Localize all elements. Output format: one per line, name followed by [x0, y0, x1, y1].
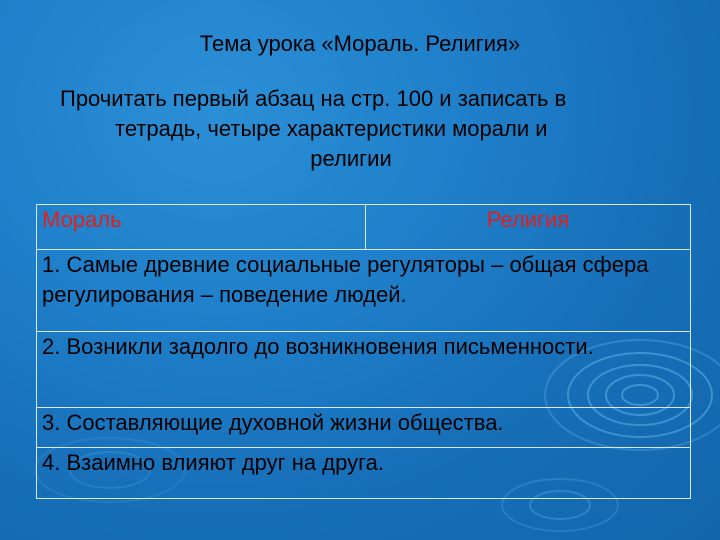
slide-title: Тема урока «Мораль. Религия» [199, 31, 521, 56]
table-cell-characteristic-4: 4. Взаимно влияют друг на друга. [37, 448, 691, 499]
instruction-line-1: Прочитать первый абзац на стр. 100 и записать в [60, 86, 567, 111]
comparison-table [36, 204, 691, 499]
table-cell-characteristic-2: 2. Возникли задолго до возникновения письменности. [37, 332, 691, 408]
table-header-row [37, 205, 691, 250]
header-religion: Религия [366, 205, 691, 250]
table-cell-characteristic-3: 3. Составляющие духовной жизни общества. [37, 408, 691, 448]
table-cell-characteristic-1: 1. Самые древние социальные регуляторы – общая сфера регулирования – поведение людей. [37, 250, 691, 332]
header-moral: Мораль [37, 205, 366, 250]
table-row [37, 332, 691, 408]
instruction-line-2: тетрадь, четыре характеристики морали и [115, 116, 548, 141]
instruction-text [60, 84, 672, 174]
table-row [37, 250, 691, 332]
instruction-line-3: религии [310, 146, 392, 171]
table-row [37, 408, 691, 448]
table-row [37, 448, 691, 499]
